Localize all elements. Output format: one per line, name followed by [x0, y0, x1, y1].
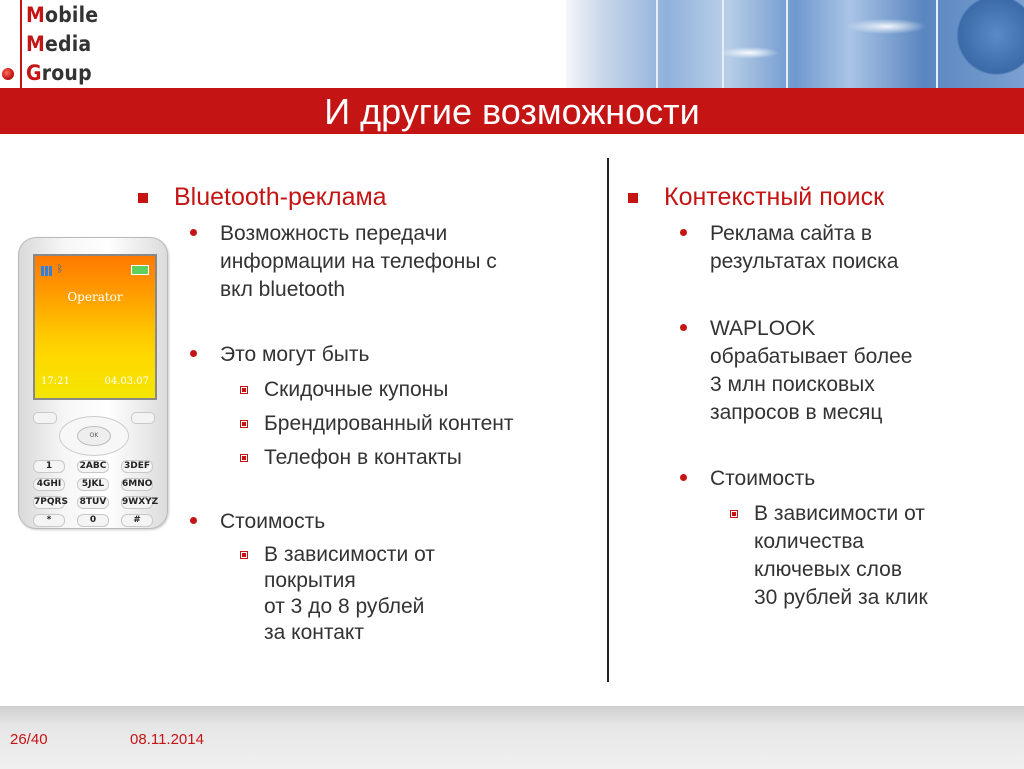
right-cost-line1: В зависимости от	[754, 502, 925, 525]
key-hash: #	[121, 514, 153, 527]
phone-time: 17:21	[41, 376, 70, 387]
small-square-bullet-icon	[240, 454, 248, 462]
right-heading: Контекстный поиск	[664, 183, 885, 211]
left-cost-line4: за контакт	[264, 621, 364, 644]
key-2: 2ABC	[77, 460, 109, 473]
right-softkey	[131, 412, 155, 424]
logo-line-2: Media	[26, 32, 92, 56]
key-5: 5JKL	[77, 478, 109, 491]
small-square-bullet-icon	[240, 551, 248, 559]
left-subitem-2: Брендированный контент	[264, 412, 514, 435]
square-bullet-icon	[628, 193, 638, 203]
right-cost-line2: количества	[754, 530, 864, 553]
logo-line-3: Group	[26, 61, 92, 85]
dot-bullet-icon	[680, 474, 687, 481]
left-cost-line1: В зависимости от	[264, 543, 435, 566]
key-8: 8TUV	[77, 496, 109, 509]
phone-date: 04.03.07	[104, 376, 149, 387]
square-bullet-icon	[138, 193, 148, 203]
logo-rule	[20, 0, 22, 88]
left-bullet1-line3: вкл bluetooth	[220, 278, 346, 301]
photo-panel-divider	[936, 0, 938, 88]
slide-footer	[0, 706, 1024, 769]
phone-screen	[33, 254, 157, 400]
right-bullet2-line3: 3 млн поисковых	[710, 373, 875, 396]
phone-illustration	[18, 237, 168, 529]
company-logo	[0, 0, 110, 88]
left-heading: Bluetooth-реклама	[174, 183, 387, 211]
key-9: 9WXYZ	[122, 497, 159, 507]
battery-icon	[131, 265, 149, 275]
logo-line-1: Mobile	[26, 3, 99, 27]
signal-icon	[41, 266, 55, 276]
left-subitem-1: Скидочные купоны	[264, 378, 449, 401]
left-cost-line3: от 3 до 8 рублей	[264, 595, 425, 618]
left-softkey	[33, 412, 57, 424]
left-bullet2: Это могут быть	[220, 343, 370, 366]
small-square-bullet-icon	[730, 510, 738, 518]
key-6: 6MNO	[122, 479, 153, 489]
left-bullet1-line2: информации на телефоны с	[220, 250, 497, 273]
dot-bullet-icon	[680, 324, 687, 331]
key-3: 3DEF	[121, 460, 153, 473]
right-cost-line3: ключевых слов	[754, 558, 902, 581]
left-cost-line2: покрытия	[264, 569, 356, 592]
right-cost-line4: 30 рублей за клик	[754, 586, 928, 609]
dot-bullet-icon	[190, 229, 197, 236]
right-bullet2-line4: запросов в месяц	[710, 401, 883, 424]
left-bullet3: Стоимость	[220, 510, 326, 533]
phone-operator: Operator	[67, 290, 123, 304]
right-bullet3: Стоимость	[710, 467, 816, 490]
header-photo-strip	[566, 0, 1024, 88]
right-bullet2-line2: обрабатывает более	[710, 345, 913, 368]
slide-title: И другие возможности	[324, 91, 700, 132]
key-1: 1	[33, 460, 65, 473]
right-bullet1-line2: результатах поиска	[710, 250, 899, 273]
right-bullet1-line1: Реклама сайта в	[710, 222, 873, 245]
small-square-bullet-icon	[240, 420, 248, 428]
photo-panel-divider	[722, 0, 724, 88]
dot-bullet-icon	[680, 229, 687, 236]
column-divider	[607, 158, 609, 682]
small-square-bullet-icon	[240, 386, 248, 394]
right-bullet2-line1: WAPLOOK	[710, 317, 816, 340]
left-bullet1-line1: Возможность передачи	[220, 222, 448, 245]
logo-dot-icon	[2, 68, 14, 80]
photo-panel-divider	[656, 0, 658, 88]
page-number: 26/40	[10, 731, 48, 748]
slide-date: 08.11.2014	[130, 731, 204, 748]
key-7: 7PQRS	[34, 497, 68, 507]
bluetooth-icon: ᛒ	[57, 264, 63, 275]
key-4: 4GHI	[33, 478, 65, 491]
key-0: 0	[77, 514, 109, 527]
dot-bullet-icon	[190, 517, 197, 524]
ok-key: OK	[77, 426, 111, 446]
title-bar	[0, 88, 1024, 134]
left-subitem-3: Телефон в контакты	[264, 446, 462, 469]
dot-bullet-icon	[190, 350, 197, 357]
key-star: *	[33, 514, 65, 527]
photo-panel-divider	[786, 0, 788, 88]
